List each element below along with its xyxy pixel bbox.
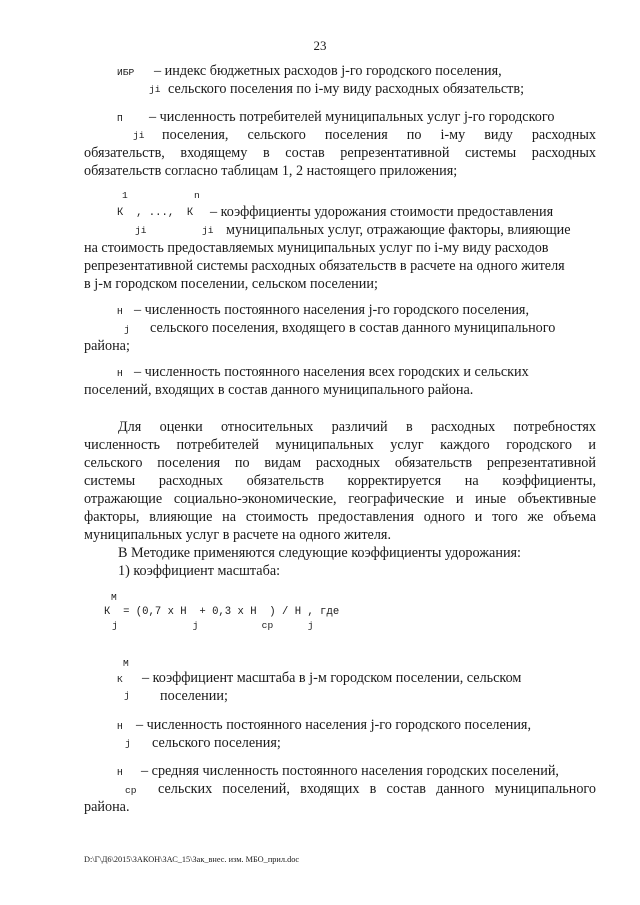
nj-symbol: Н: [117, 306, 123, 317]
ncp-def-line3: района.: [84, 799, 130, 815]
para-line3: сельского поселения по видам расходных обязательств репрезентативной: [84, 455, 596, 471]
km-subscript: j: [124, 690, 130, 701]
formula-superscript: М: [111, 592, 117, 603]
n-symbol: Н: [117, 368, 123, 379]
k-sup-1: 1: [122, 190, 128, 201]
k-def-line4: репрезентативной системы расходных обязательств в расчете на одного жителя: [84, 258, 565, 274]
k-def-line2: муниципальных услуг, отражающие факторы, влияющие: [226, 222, 571, 238]
para-line5: отражающие социально-экономические, географические и иные объективные: [84, 491, 596, 507]
methodology-intro: В Методике применяются следующие коэффициенты удорожания:: [118, 545, 522, 561]
km-superscript: М: [123, 658, 129, 669]
p-symbol: П: [117, 113, 123, 124]
para-line6: факторы, влияющие на стоимость предоставления одного и того же объема: [84, 509, 596, 525]
nj2-def-line2: сельского поселения;: [152, 735, 281, 751]
k-def-line3: на стоимость предоставляемых муниципальных услуг по i-му виду расходов: [84, 240, 549, 256]
file-path-footer: D:\Г\Д6\2015\ЗАКОН\ЗАС_15\Зак_внес. изм. МБО_прил.doc: [84, 855, 300, 864]
formula-subscripts: j j ср j: [112, 620, 314, 631]
nj-def-line2: сельского поселения, входящего в состав данного муниципального: [150, 320, 556, 336]
k-symbols: К , ..., К: [117, 207, 194, 219]
p-def-line1: – численность потребителей муниципальных услуг j-го городского: [149, 109, 555, 125]
km-symbol: К: [117, 674, 123, 685]
p-def-line2: поселения, сельского поселения по i-му виду расходных: [162, 127, 596, 143]
page-number: 23: [313, 38, 327, 53]
nj2-def-line1: – численность постоянного населения j-го городского поселения,: [136, 717, 532, 733]
nj2-symbol: Н: [117, 721, 123, 732]
km-def-line2: поселении;: [160, 688, 228, 704]
nj-def-line1: – численность постоянного населения j-го городского поселения,: [134, 302, 530, 318]
nj2-subscript: j: [125, 738, 131, 749]
n-def-line2: поселений, входящих в состав данного муниципального района.: [84, 382, 474, 398]
ibr-def-line2: сельского поселения по i-му виду расходных обязательств;: [168, 81, 525, 97]
ibr-def-line1: – индекс бюджетных расходов j-го городского поселения,: [154, 63, 502, 79]
k-sup-n: n: [194, 190, 200, 201]
nj-def-line3: района;: [84, 338, 130, 354]
p-def-line3: обязательств, входящему в состав репрезентативной системы расходных: [84, 145, 596, 161]
ncp-symbol: Н: [117, 767, 123, 778]
p-subscript: ji: [133, 130, 145, 141]
k-subscript-1: ji: [135, 225, 147, 236]
k-def-line5: в j-м городском поселении, сельском поселении;: [84, 276, 378, 292]
para-line4: системы расходных обязательств корректируется на коэффициенты,: [84, 473, 596, 489]
para-line7: муниципальных услуг в расчете на одного жителя.: [84, 527, 392, 543]
ibr-symbol: ИБР: [117, 67, 135, 78]
nj-subscript: j: [124, 324, 130, 335]
k-def-line1: – коэффициенты удорожания стоимости предоставления: [210, 204, 554, 220]
ncp-def-line1: – средняя численность постоянного населения городских поселений,: [141, 763, 559, 779]
item-1-scale-coefficient: 1) коэффициент масштаба:: [118, 563, 281, 579]
para-line2: численность потребителей муниципальных услуг каждого городского и: [84, 437, 596, 453]
ncp-def-line2: сельских поселений, входящих в состав данного муниципального: [158, 781, 596, 797]
ibr-subscript: ji: [149, 84, 161, 95]
km-def-line1: – коэффициент масштаба в j-м городском поселении, сельском: [142, 670, 522, 686]
ncp-subscript: ср: [125, 785, 137, 796]
para-line1: Для оценки относительных различий в расходных потребностях: [118, 419, 596, 435]
formula-main: К = (0,7 х Н + 0,3 х Н ) / Н , где: [104, 606, 340, 618]
n-def-line1: – численность постоянного населения всех городских и сельских: [134, 364, 529, 380]
k-subscript-2: ji: [202, 225, 214, 236]
p-def-line4: обязательств согласно таблицам 1, 2 настоящего приложения;: [84, 163, 458, 179]
